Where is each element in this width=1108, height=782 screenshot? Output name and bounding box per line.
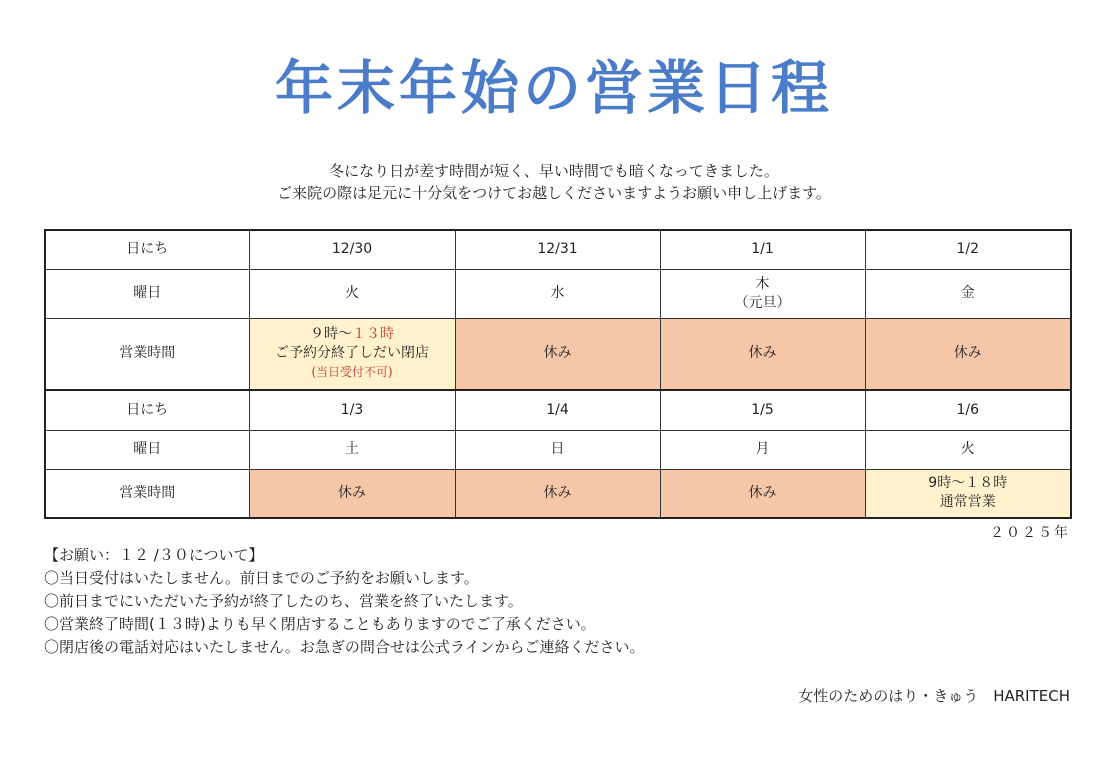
- weekday-text: 木: [755, 275, 770, 292]
- hours-cell-closed: 休み: [660, 318, 865, 390]
- hours-cell-open: [249, 318, 455, 390]
- hours-time: 9時～１８時: [928, 475, 1008, 492]
- date-cell: 1/3: [249, 390, 455, 430]
- intro-line-2: ご来院の際は足元に十分気をつけてお越しくださいますようお願い申し上げます。: [277, 184, 831, 202]
- notes-heading: 【お願い：１２ /３０について】: [44, 546, 264, 564]
- weekday-cell: 月: [660, 430, 865, 469]
- hours-label: 営業時間: [45, 318, 249, 390]
- table-row: [45, 269, 1071, 318]
- date-label: 日にち: [45, 390, 249, 430]
- hours-cell-closed: 休み: [455, 318, 660, 390]
- list-item: 〇前日までにいただいた予約が終了したのち、営業を終了いたします。: [44, 592, 523, 610]
- year-label: ２０２５年: [990, 525, 1070, 541]
- date-cell: 1/1: [660, 230, 865, 269]
- date-cell: 1/6: [865, 390, 1071, 430]
- schedule-table: [44, 229, 1072, 519]
- table-row: [45, 230, 1071, 269]
- weekday-cell: 金: [865, 269, 1071, 318]
- hours-start: ９時～: [310, 326, 352, 343]
- hours-end: １３時: [352, 326, 394, 343]
- date-label: 日にち: [45, 230, 249, 269]
- hours-warning: (当日受付不可): [311, 365, 393, 380]
- hours-note: 通常営業: [939, 494, 996, 511]
- date-cell: 12/30: [249, 230, 455, 269]
- date-cell: 1/2: [865, 230, 1071, 269]
- intro-line-1: 冬になり日が差す時間が短く、早い時間でも暗くなってきました。: [329, 162, 779, 180]
- table-row: [45, 430, 1071, 469]
- list-item: 〇閉店後の電話対応はいたしません。お急ぎの問合せは公式ラインからご連絡ください。: [44, 638, 645, 656]
- hours-note: ご予約分終了しだい閉店: [275, 345, 429, 362]
- hours-cell-closed: 休み: [455, 469, 660, 518]
- hours-cell-closed: 休み: [249, 469, 455, 518]
- footer-signature: 女性のためのはり・きゅう HARITECH: [798, 687, 1070, 705]
- hours-label: 営業時間: [45, 469, 249, 518]
- list-item: 〇当日受付はいたしません。前日までのご予約をお願いします。: [44, 569, 479, 587]
- weekday-cell: 火: [249, 269, 455, 318]
- hours-cell-open: [865, 469, 1071, 518]
- date-cell: 1/4: [455, 390, 660, 430]
- hours-cell-closed: 休み: [660, 469, 865, 518]
- list-item: 〇営業終了時間(１３時)よりも早く閉店することもありますのでご了承ください。: [44, 615, 596, 633]
- weekday-cell: 日: [455, 430, 660, 469]
- table-row: [45, 390, 1071, 430]
- weekday-cell: 土: [249, 430, 455, 469]
- weekday-label: 曜日: [45, 430, 249, 469]
- weekday-cell: 水: [455, 269, 660, 318]
- date-cell: 1/5: [660, 390, 865, 430]
- weekday-note: （元旦）: [734, 294, 791, 311]
- notes-section: [44, 544, 644, 659]
- hours-cell-closed: 休み: [865, 318, 1071, 390]
- hours-time: [250, 325, 455, 344]
- table-row: [45, 318, 1071, 390]
- weekday-cell: [660, 269, 865, 318]
- weekday-cell: 火: [865, 430, 1071, 469]
- intro-text: [0, 160, 1108, 204]
- weekday-label: 曜日: [45, 269, 249, 318]
- table-row: [45, 469, 1071, 518]
- page-title: 年末年始の営業日程: [274, 54, 833, 122]
- date-cell: 12/31: [455, 230, 660, 269]
